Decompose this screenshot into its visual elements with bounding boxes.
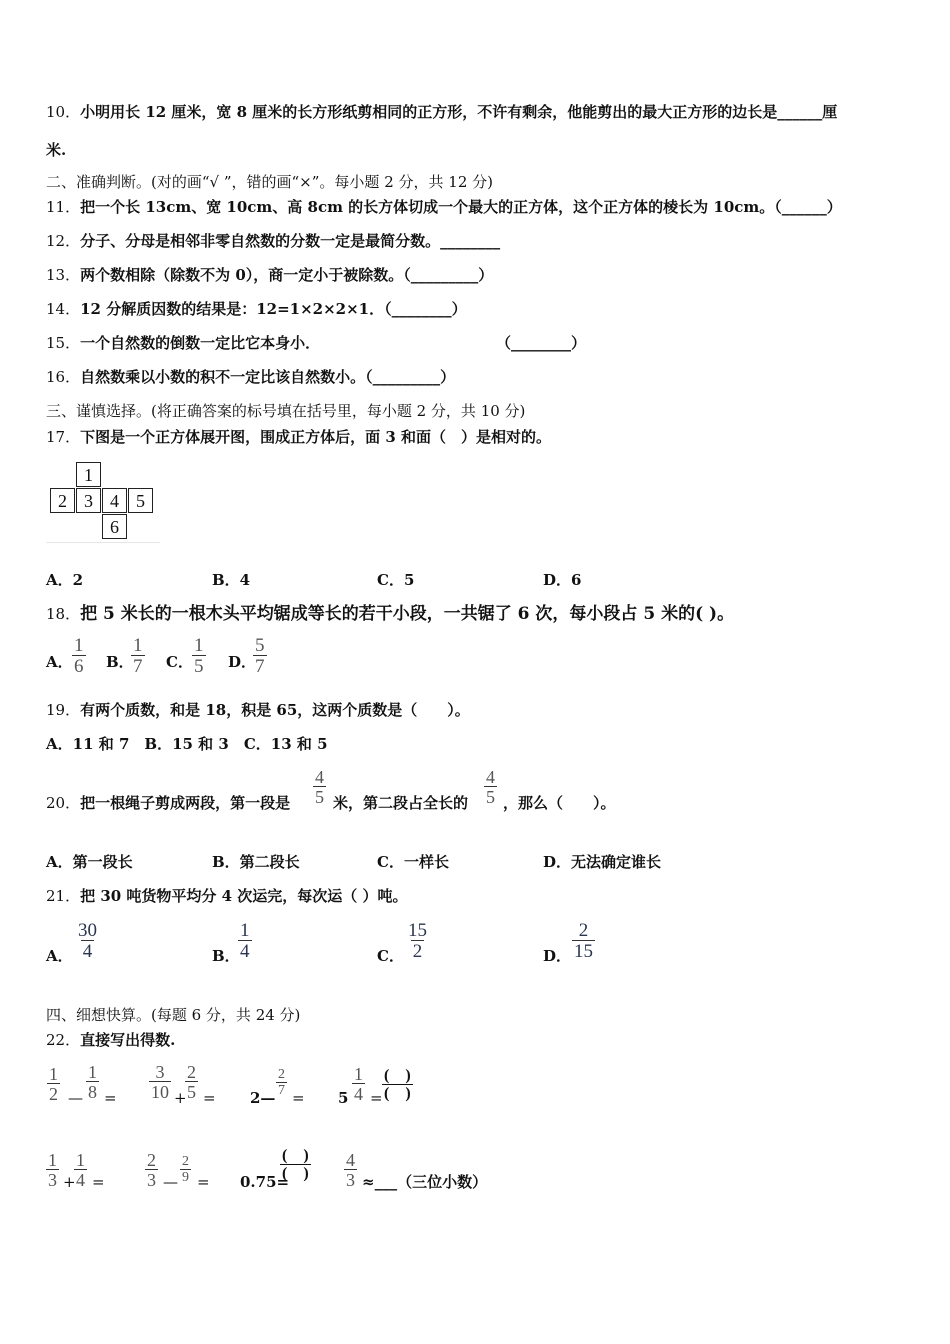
question-number: 17． (46, 428, 81, 446)
calc-4-b (352, 1065, 365, 1103)
calc-6-equals: = (197, 1173, 210, 1191)
question-text: 小明用长 12 厘米，宽 8 厘米的长方形纸剪相同的正方形，不许有剩余，他能剪出的最大正方形的边长是______厘 (80, 103, 838, 121)
question-17 (46, 427, 551, 447)
question-text-part-1: 把一根绳子剪成两段，第一段是 (80, 794, 291, 812)
q18-option-c-label[interactable]: C． (166, 653, 193, 671)
section-4-heading: 四、细想快算。(每题 6 分，共 24 分) (46, 1006, 301, 1024)
question-16 (46, 367, 455, 387)
denominator: 7 (255, 656, 265, 677)
question-text: 一个自然数的倒数一定比它本身小． (80, 334, 321, 352)
q20-option-b[interactable]: B．第二段长 (212, 853, 300, 871)
question-text: 两个数相除（除数不为 0），商一定小于被除数。（_________） (80, 266, 494, 284)
question-number: 11． (46, 198, 81, 216)
denominator: 9 (182, 1170, 189, 1185)
calc-4-answer-blank[interactable] (382, 1068, 413, 1102)
q17-option-a[interactable]: A．2 (46, 571, 84, 589)
question-number: 22． (46, 1031, 81, 1049)
denominator: 3 (48, 1170, 57, 1190)
denominator: 5 (194, 656, 204, 677)
numerator: 5 (255, 635, 265, 656)
denominator: 2 (49, 1084, 58, 1104)
q20-option-c[interactable]: C．一样长 (377, 853, 449, 871)
question-10-continuation: 米. (46, 141, 67, 159)
net-face-2: 2 (50, 488, 75, 513)
question-number: 16． (46, 368, 81, 386)
question-15 (46, 333, 320, 353)
numerator: 4 (486, 767, 495, 787)
denominator: 4 (82, 941, 93, 962)
question-12 (46, 231, 500, 251)
q18-option-d-fraction[interactable] (253, 636, 267, 676)
numerator: 1 (74, 635, 84, 656)
question-text-part-2: 米，第二段占全长的 (333, 794, 469, 812)
question-20 (46, 793, 290, 813)
question-number: 21． (46, 887, 81, 905)
calc-6-b (180, 1155, 191, 1185)
question-14 (46, 299, 467, 319)
calc-2-equals: = (203, 1089, 216, 1107)
numerator: 30 (78, 920, 97, 941)
q21-option-b-label[interactable]: B． (212, 947, 240, 965)
question-18 (46, 604, 734, 624)
calc-8-b (344, 1151, 357, 1189)
numerator: 15 (408, 920, 427, 941)
denominator: 7 (278, 1083, 285, 1098)
question-number: 12． (46, 232, 81, 250)
calc-3-prefix: 2— (250, 1089, 276, 1107)
q21-option-a-fraction[interactable] (76, 921, 99, 961)
q20-option-d[interactable]: D．无法确定谁长 (543, 853, 662, 871)
calc-1-operator: — (68, 1089, 83, 1107)
question-22 (46, 1030, 175, 1050)
denominator: 7 (133, 656, 143, 677)
denominator: 6 (74, 656, 84, 677)
denominator: 5 (486, 787, 495, 807)
net-face-1: 1 (76, 462, 101, 487)
calc-1-a (47, 1065, 60, 1103)
section-2-heading: 二、准确判断。(对的画“√ ”，错的画“×”。每小题 2 分，共 12 分) (46, 173, 493, 191)
question-number: 18． (46, 605, 81, 623)
question-21 (46, 886, 408, 906)
numerator: 2 (147, 1150, 156, 1170)
denominator: 3 (346, 1170, 355, 1190)
numerator: 1 (88, 1062, 97, 1082)
net-face-5: 5 (128, 488, 153, 513)
numerator: 4 (315, 767, 324, 787)
calc-5-a (46, 1151, 59, 1189)
calc-8-tail: ≈___（三位小数） (362, 1173, 488, 1191)
q17-option-b[interactable]: B．4 (212, 571, 251, 589)
denominator: ( ) (282, 1165, 309, 1182)
q17-option-c[interactable]: C．5 (377, 571, 415, 589)
q18-option-a-label[interactable]: A． (46, 653, 73, 671)
denominator: 8 (88, 1082, 97, 1102)
net-face-4: 4 (102, 488, 127, 513)
calc-4-equals: = (370, 1089, 383, 1107)
numerator: 3 (155, 1062, 165, 1082)
numerator: 2 (182, 1154, 189, 1169)
question-text: 12 分解质因数的结果是：12=1×2×2×1．（________） (80, 300, 467, 318)
numerator: ( ) (384, 1067, 411, 1084)
numerator: 1 (133, 635, 143, 656)
q20-option-a[interactable]: A．第一段长 (46, 853, 133, 871)
calc-4-whole: 5 (338, 1089, 349, 1107)
q20-fraction-second (484, 768, 497, 806)
numerator: 1 (48, 1150, 57, 1170)
denominator: 4 (354, 1084, 363, 1104)
question-text: 分子、分母是相邻非零自然数的分数一定是最简分数。________ (80, 232, 501, 250)
calc-7-answer-blank[interactable] (280, 1148, 311, 1182)
numerator: 1 (76, 1150, 85, 1170)
q18-option-b-fraction[interactable] (131, 636, 145, 676)
question-text: 下图是一个正方体展开图，围成正方体后，面 3 和面（ ）是相对的。 (80, 428, 551, 446)
q18-option-d-label[interactable]: D． (228, 653, 257, 671)
question-number: 13． (46, 266, 81, 284)
question-number: 14． (46, 300, 81, 318)
question-19 (46, 700, 470, 720)
question-15-answer-blank: （________） (496, 334, 587, 352)
net-face-6: 6 (102, 514, 127, 539)
numerator: ( ) (282, 1147, 309, 1164)
question-11 (46, 197, 842, 217)
q21-option-c-label[interactable]: C． (377, 947, 404, 965)
calc-5-equals: = (92, 1173, 105, 1191)
numerator: 1 (240, 920, 250, 941)
q17-option-d[interactable]: D．6 (543, 571, 582, 589)
calc-2-operator: + (174, 1089, 187, 1107)
q18-option-b-label[interactable]: B． (106, 653, 134, 671)
numerator: 1 (354, 1064, 363, 1084)
question-text-part-3: ，那么（ ）。 (503, 794, 616, 812)
numerator: 4 (346, 1150, 355, 1170)
question-text: 自然数乘以小数的积不一定比该自然数小。（_________） (80, 368, 456, 386)
calc-2-a (149, 1063, 171, 1101)
denominator: 4 (76, 1170, 85, 1190)
denominator: 3 (147, 1170, 156, 1190)
net-face-3: 3 (76, 488, 101, 513)
calc-1-equals: = (104, 1089, 117, 1107)
numerator: 1 (49, 1064, 58, 1084)
numerator: 2 (187, 1062, 196, 1082)
question-text: 直接写出得数. (80, 1031, 176, 1049)
denominator: ( ) (384, 1085, 411, 1102)
denominator: 5 (187, 1082, 196, 1102)
denominator: 5 (315, 787, 324, 807)
numerator: 2 (578, 920, 589, 941)
numerator: 2 (278, 1067, 285, 1082)
question-10 (46, 102, 837, 122)
calc-2-b (185, 1063, 198, 1101)
calc-5-operator: + (63, 1173, 76, 1191)
figure-divider (46, 542, 160, 543)
q20-fraction-first (313, 768, 326, 806)
question-13 (46, 265, 493, 285)
question-text: 有两个质数，和是 18，积是 65，这两个质数是（ ）。 (80, 701, 470, 719)
question-text: 把 30 吨货物平均分 4 次运完，每次运（ ）吨。 (80, 887, 408, 905)
calc-3-equals: = (292, 1089, 305, 1107)
question-text: 把 5 米长的一根木头平均锯成等长的若干小段，一共锯了 6 次，每小段占 5 米的( )。 (80, 604, 735, 624)
numerator: 1 (194, 635, 204, 656)
calc-5-b (74, 1151, 87, 1189)
calc-1-b (86, 1063, 99, 1101)
q21-option-d-label[interactable]: D． (543, 947, 572, 965)
denominator: 4 (240, 941, 250, 962)
denominator: 2 (412, 941, 423, 962)
calc-3-b (276, 1068, 287, 1098)
question-number: 19． (46, 701, 81, 719)
q18-option-a-fraction[interactable] (72, 636, 86, 676)
denominator: 15 (574, 941, 593, 962)
calc-6-a (145, 1151, 158, 1189)
q21-option-b-fraction[interactable] (238, 921, 252, 961)
section-3-heading: 三、谨慎选择。(将正确答案的标号填在括号里，每小题 2 分，共 10 分) (46, 402, 526, 420)
question-text: 把一个长 13cm、宽 10cm、高 8cm 的长方体切成一个最大的正方体，这个正方体的棱长为 10cm。（______） (80, 198, 842, 216)
question-number: 20． (46, 794, 81, 812)
q21-option-a-label[interactable]: A． (46, 947, 73, 965)
q21-option-d-fraction[interactable] (572, 921, 595, 961)
denominator: 10 (151, 1082, 169, 1102)
q18-option-c-fraction[interactable] (192, 636, 206, 676)
calc-6-operator: — (163, 1173, 178, 1191)
question-number: 15． (46, 334, 81, 352)
q19-options[interactable]: A．11 和 7 B．15 和 3 C．13 和 5 (46, 735, 328, 753)
q21-option-c-fraction[interactable] (406, 921, 429, 961)
calc-7-prefix: 0.75= (240, 1173, 290, 1191)
question-number: 10． (46, 103, 81, 121)
